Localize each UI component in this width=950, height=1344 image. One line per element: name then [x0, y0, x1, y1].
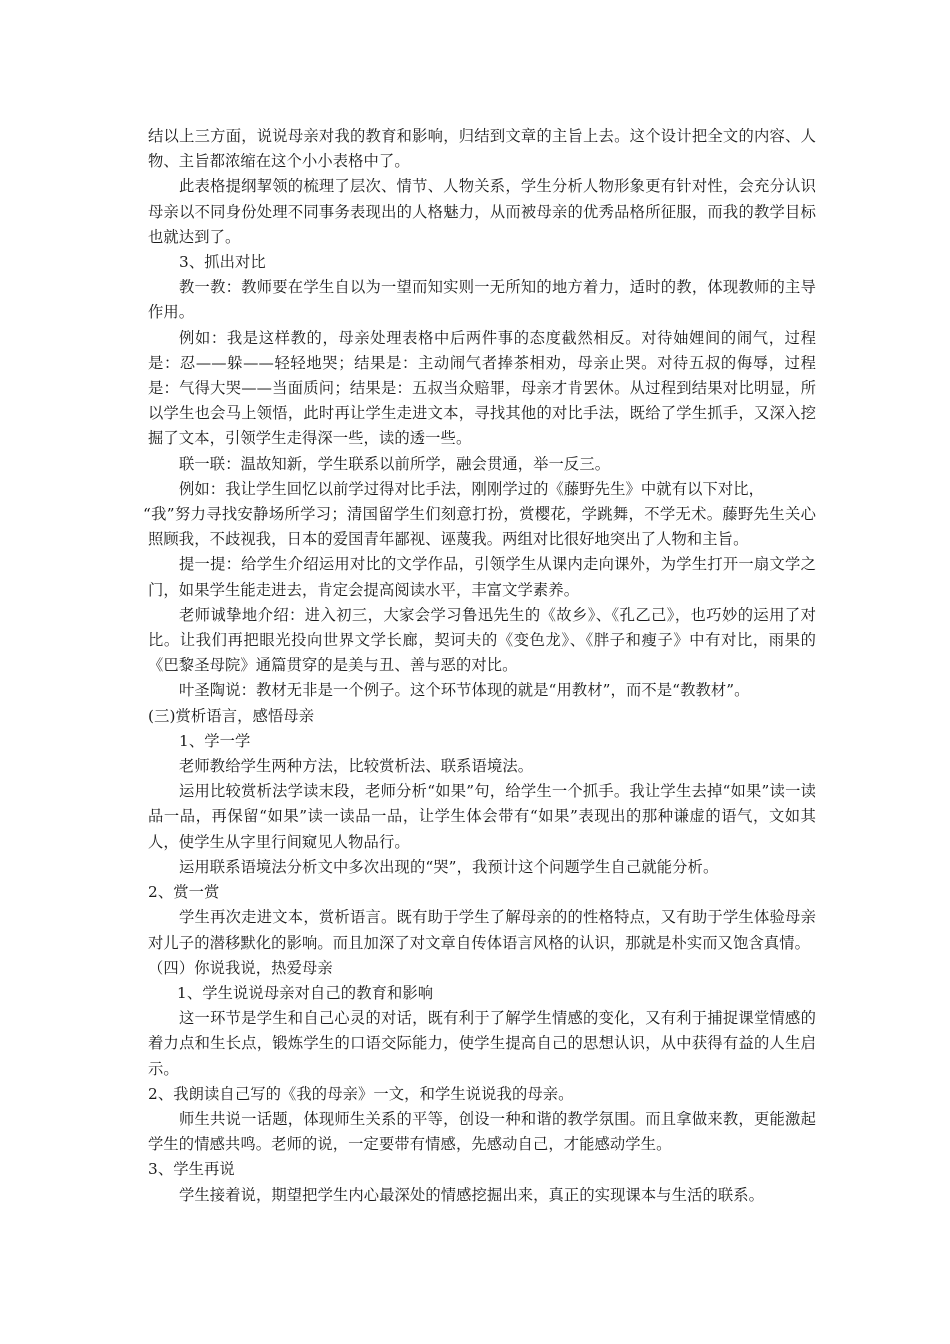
paragraph: 学生接着说，期望把学生内心最深处的情感挖掘出来，真正的实现课本与生活的联系。: [179, 1185, 765, 1204]
section-heading: 3、抓出对比: [179, 253, 266, 272]
paragraph: “我”努力寻找安静场所学习；清国留学生们刻意打扮，赏樱花，学跳舞，不学无术。藤野先生关心照顾我，不歧视我，日本的爱国青年鄙视、诬蔑我。两组对比很好地突出了人物和主旨。: [143, 505, 816, 549]
paragraph: 这一环节是学生和自己心灵的对话，既有利于了解学生情感的变化，又有利于捕捉课堂情感的着力点和生长点，锻炼学生的口语交际能力，使学生提高自己的思想认识，从中获得有益的人生启示。: [148, 1009, 816, 1078]
paragraph: 结以上三方面，说说母亲对我的教育和影响，归结到文章的主旨上去。这个设计把全文的内容、人物、主旨都浓缩在这个小小表格中了。: [148, 127, 816, 171]
section-heading: (三)赏析语言，感悟母亲: [148, 706, 315, 725]
subsection-heading: 3、学生再说: [148, 1160, 235, 1179]
subsection-heading: 1、学一学: [179, 731, 251, 750]
document-body: [143, 124, 816, 1208]
subsection-heading: 2、我朗读自己写的《我的母亲》一文，和学生说说我的母亲。: [148, 1084, 574, 1103]
paragraph: 老师诚挚地介绍：进入初三，大家会学习鲁迅先生的《故乡》、《孔乙己》，也巧妙的运用了对比。让我们再把眼光投向世界文学长廊，契诃夫的《变色龙》、《胖子和瘦子》中有对比，雨果的《巴黎圣母院》通篇贯穿的是美与丑、善与恶的对比。: [148, 605, 816, 675]
paragraph: 叶圣陶说：教材无非是一个例子。这个环节体现的就是“用教材”，而不是“教教材”。: [179, 681, 750, 700]
paragraph: 运用比较赏析法学读末段，老师分析“如果”句，给学生一个抓手。我让学生去掉“如果”读一读品一品，再保留“如果”读一读品一品，让学生体会带有“如果”表现出的那种谦虚的语气，文如其人，使学生从字里行间窥见人物品行。: [148, 782, 816, 851]
paragraph: 例如：我让学生回忆以前学过得对比手法，刚刚学过的《藤野先生》中就有以下对比，: [179, 479, 765, 498]
paragraph: 此表格提纲挈领的梳理了层次、情节、人物关系，学生分析人物形象更有针对性，会充分认识母亲以不同身份处理不同事务表现出的人格魅力，从而被母亲的优秀品格所征服，而我的教学目标也就达到了。: [148, 177, 816, 246]
subsection-heading: 2、赏一赏: [148, 883, 220, 902]
subsection-heading: 1、学生说说母亲对自己的教育和影响: [177, 983, 434, 1002]
paragraph: 师生共说一话题，体现师生关系的平等，创设一种和谐的教学氛围。而且拿做来教，更能激起学生的情感共鸣。老师的说，一定要带有情感，先感动自己，才能感动学生。: [148, 1109, 816, 1154]
paragraph: 老师教给学生两种方法，比较赏析法、联系语境法。: [179, 757, 534, 776]
paragraph: 运用联系语境法分析文中多次出现的“哭”，我预计这个问题学生自己就能分析。: [179, 857, 719, 876]
paragraph: 联一联：温故知新，学生联系以前所学，融会贯通，举一反三。: [179, 454, 611, 473]
paragraph: 例如：我是这样教的，母亲处理表格中后两件事的态度截然相反。对待妯娌间的闹气，过程是：忍——躲——轻轻地哭；结果是：主动闹气者捧茶相劝，母亲止哭。对待五叔的侮辱，过程是：气得大哭——当面质问；结果是：五叔当众赔罪，母亲才肯罢休。从过程到结果对比明显，所以学生也会马上领悟，此时再让学生走进文本，寻找其他的对比手法，既给了学生抓手，又深入挖掘了文本，引领学生走得深一些，读的透一些。: [148, 328, 816, 448]
section-heading: （四）你说我说，热爱母亲: [148, 958, 333, 977]
paragraph: 学生再次走进文本，赏析语言。既有助于学生了解母亲的的性格特点，又有助于学生体验母亲对儿子的潜移默化的影响。而且加深了对文章自传体语言风格的认识，那就是朴实而又饱含真情。: [148, 908, 816, 952]
paragraph: 教一教：教师要在学生自以为一望而知实则一无所知的地方着力，适时的教，体现教师的主导作用。: [148, 278, 816, 322]
paragraph: 提一提：给学生介绍运用对比的文学作品，引领学生从课内走向课外，为学生打开一扇文学之门，如果学生能走进去，肯定会提高阅读水平，丰富文学素养。: [148, 555, 816, 599]
